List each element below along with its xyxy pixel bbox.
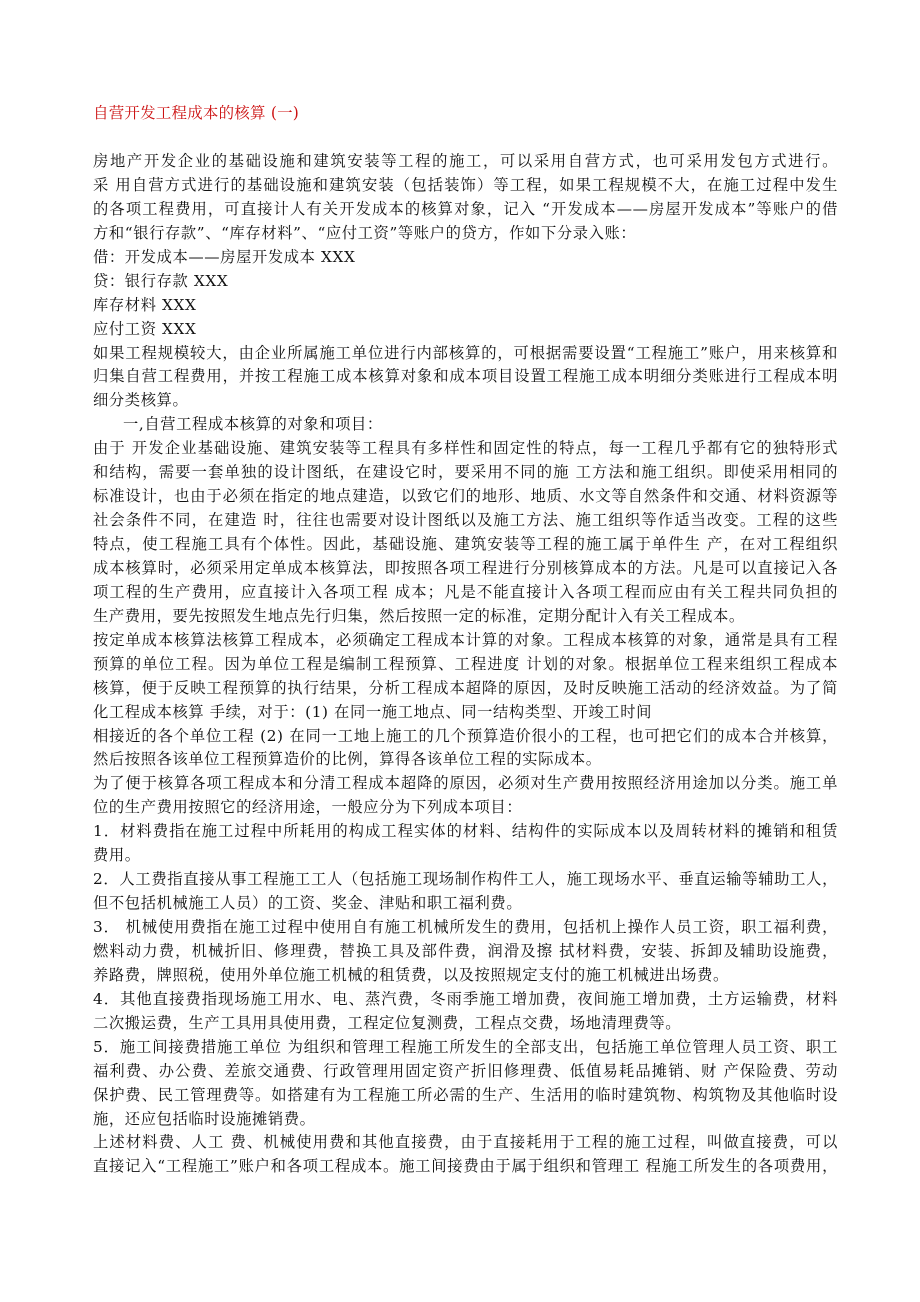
text-line: 按定单成本核算法核算工程成本，必须确定工程成本计算的对象。工程成本核算的对象，通常是具有工程 [93, 630, 838, 649]
list-item-line: 但不包括机械施工人员）的工资、奖金、津贴和职工福利费。 [93, 894, 523, 913]
text-line: 上述材料费、人工 费、机械使用费和其他直接费，由于直接耗用于工程的施工过程，叫做直接费，可以 [93, 1133, 838, 1152]
section-heading: 一,自营工程成本核算的对象和项目： [123, 415, 383, 434]
text-line: 为了便于核算各项工程成本和分清工程成本超降的原因，必须对生产费用按照经济用途加以分类。施工单 [93, 774, 838, 793]
list-item-line: 1．材料费指在施工过程中所耗用的构成工程实体的材料、结构件的实际成本以及周转材料的摊销和租赁 [93, 822, 838, 841]
text-line: 如果工程规模较大，由企业所属施工单位进行内部核算的，可根据需要设置“工程施工”账户，用来核算和 [93, 343, 838, 362]
list-item-line: 施，还应包括临时设施摊销费。 [93, 1109, 316, 1128]
text-line: 借：开发成本——房屋开发成本 XXX [93, 247, 356, 266]
list-item-line: 福利费、办公费、差旅交通费、行政管理用固定资产折旧修理费、低值易耗品摊销、财 产保险费、劳动 [93, 1061, 838, 1080]
list-item-line: 费用。 [93, 846, 141, 865]
list-item-line: 养路费，牌照税，使用外单位施工机械的租赁费，以及按照规定支付的施工机械进出场费。 [93, 965, 729, 984]
text-line: 社会条件不同，在建造 时，往往也需要对设计图纸以及施工方法、施工组织等作适当改变。工程的这些 [93, 511, 838, 530]
text-line: 归集自营工程费用，并按工程施工成本核算对象和成本项目设置工程施工成本明细分类账进行工程成本明 [93, 367, 838, 386]
text-line: 采 用自营方式进行的基础设施和建筑安装（包括装饰）等工程，如果工程规模不大，在施工过程中发生 [93, 175, 838, 194]
document-body [93, 150, 838, 1179]
list-item-line: 3． 机械使用费指在施工过程中使用自有施工机械所发生的费用，包括机上操作人员工资，职工福利费， [93, 918, 838, 936]
text-line: 相接近的各个单位工程 (2) 在同一工地上施工的几个预算造价很小的工程，也可把它们的成本合并核算， [93, 726, 838, 745]
text-line: 库存材料 XXX [93, 295, 197, 314]
text-line: 和结构，需要一套单独的设计图纸，在建设它时，要采用不同的施 工方法和施工组织。即使采用相同的 [93, 463, 838, 482]
list-item-line: 4．其他直接费指现场施工用水、电、蒸汽费，冬雨季施工增加费，夜间施工增加费，土方运输费，材料 [93, 989, 838, 1008]
text-line: 标准设计，也由于必须在指定的地点建造，以致它们的地形、地质、水文等自然条件和交通、材料资源等 [93, 487, 838, 506]
list-item-line: 2．人工费指直接从事工程施工工人（包括施工现场制作构件工人，施工现场水平、垂直运输等辅助工人， [93, 870, 838, 889]
list-item-line: 保护费、民工管理费等。如搭建有为工程施工所必需的生产、生活用的临时建筑物、构筑物及其他临时设 [93, 1085, 838, 1104]
text-line: 成本核算时，必须采用定单成本核算法，即按照各项工程进行分别核算成本的方法。凡是可以直接记入各 [93, 558, 838, 577]
text-line: 然后按照各该单位工程预算造价的比例，算得各该单位工程的实际成本。 [93, 750, 602, 769]
text-line: 方和“银行存款”、“库存材料”、“应付工资”等账户的贷方，作如下分录入账： [93, 223, 637, 242]
text-line: 项工程的生产费用，应直接计入各项工程 成本；凡是不能直接计入各项工程而应由有关工程共同负担的 [93, 582, 838, 601]
text-line: 直接记入“工程施工”账户和各项工程成本。施工间接费由于属于组织和管理工 程施工所发生的各项费用， [93, 1157, 838, 1176]
text-line: 特点，使工程施工具有个体性。因此，基础设施、建筑安装等工程的施工属于单件生 产，在对工程组织 [93, 535, 838, 553]
text-line: 贷：银行存款 XXX [93, 271, 229, 290]
text-line: 位的生产费用按照它的经济用途，一般应分为下列成本项目： [93, 798, 523, 817]
text-line: 房地产开发企业的基础设施和建筑安装等工程的施工，可以采用自营方式，也可采用发包方式进行。 [93, 152, 838, 170]
text-line: 预算的单位工程。因为单位工程是编制工程预算、工程进度 计划的对象。根据单位工程来组织工程成本 [93, 654, 838, 673]
document-title: 自营开发工程成本的核算 (一) [93, 104, 300, 122]
list-item-line: 燃料动力费，机械折旧、修理费，替换工具及部件费，润滑及擦 拭材料费，安装、拆卸及辅助设施费， [93, 941, 838, 960]
text-line: 化工程成本核算 手续，对于：(1) 在同一施工地点、同一结构类型、开竣工时间 [93, 702, 652, 721]
text-line: 核算，便于反映工程预算的执行结果，分析工程成本超降的原因，及时反映施工活动的经济效益。为了简 [93, 678, 838, 697]
list-item-line: 二次搬运费，生产工具用具使用费，工程定位复测费，工程点交费，场地清理费等。 [93, 1013, 682, 1032]
list-item-line: 5．施工间接费措施工单位 为组织和管理工程施工所发生的全部支出，包括施工单位管理人员工资、职工 [93, 1037, 838, 1056]
text-line: 生产费用，要先按照发生地点先行归集，然后按照一定的标准，定期分配计入有关工程成本。 [93, 606, 745, 625]
text-line: 细分类核算。 [93, 391, 189, 410]
text-line: 由于 开发企业基础设施、建筑安装等工程具有多样性和固定性的特点，每一工程几乎都有它的独特形式 [93, 439, 838, 458]
text-line: 的各项工程费用，可直接计人有关开发成本的核算对象，记入 “开发成本——房屋开发成本”等账户的借 [93, 199, 838, 218]
text-line: 应付工资 XXX [93, 319, 197, 338]
